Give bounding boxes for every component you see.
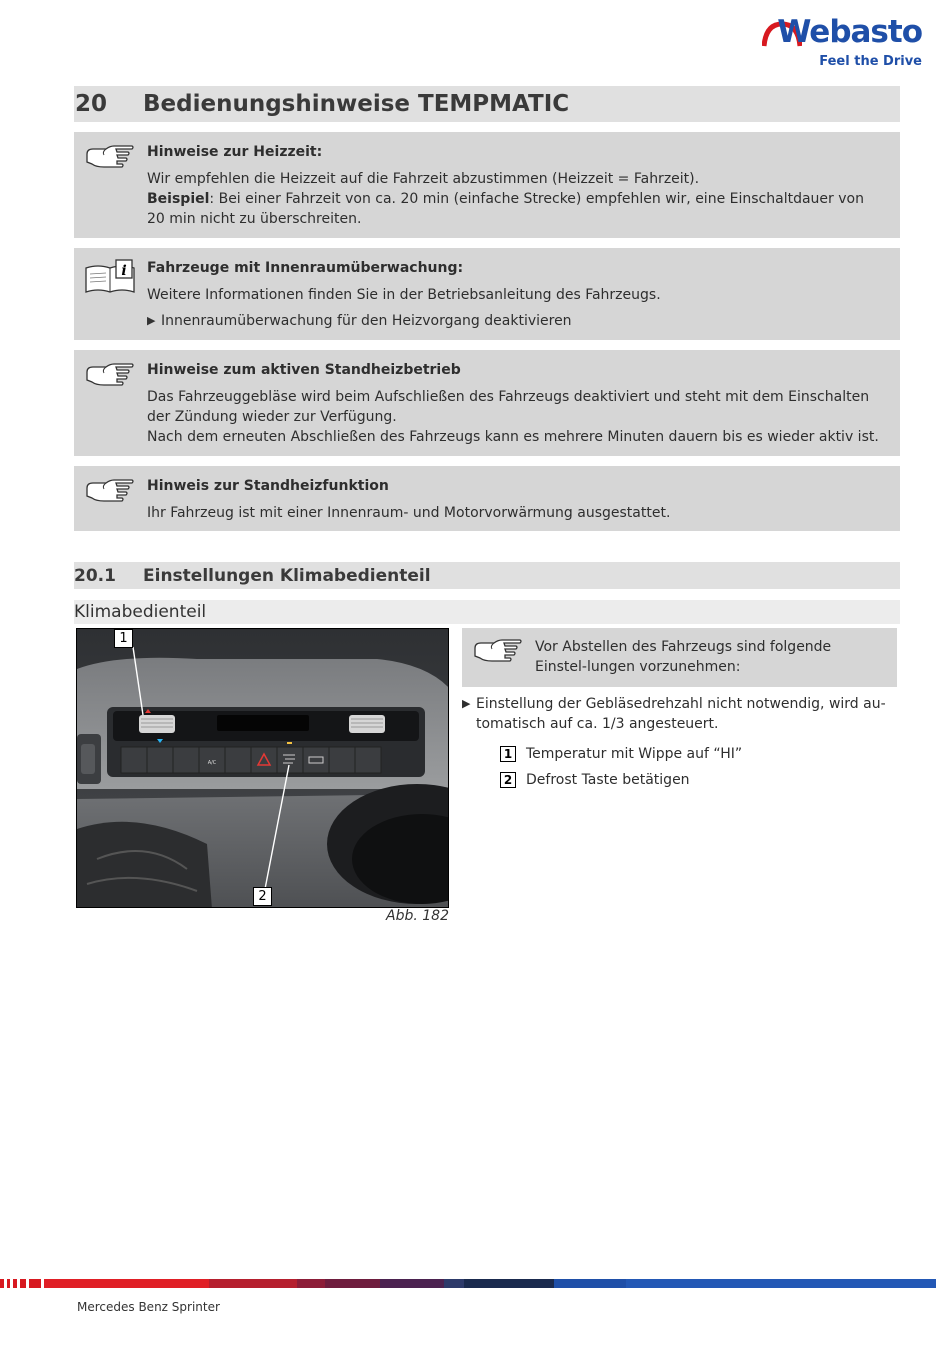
callout-2: 2 [253, 887, 272, 906]
note-standheizbetrieb [74, 350, 900, 456]
figure-climate-panel [76, 628, 449, 908]
triangle-bullet-icon: ▶ [462, 697, 471, 710]
climate-panel-photo [77, 629, 449, 908]
chapter-title: Bedienungshinweise TEMPMATIC [143, 91, 570, 117]
bullet-text: Innenraumüberwachung für den Heizvorgang deaktivieren [161, 313, 572, 329]
note-text: Ihr Fahrzeug ist mit einer Innenraum- und Motorvorwärmung ausgestattet. [147, 505, 671, 521]
step-item [500, 746, 742, 762]
instruction-text: Einstellung der Gebläsedrehzahl nicht notwendig, wird au-tomatisch auf ca. 1/3 angesteuert. [476, 696, 886, 732]
pointing-hand-icon [84, 142, 136, 172]
svg-text:i: i [121, 263, 127, 279]
note-bullet [147, 311, 886, 331]
note-heizzeit [74, 132, 900, 238]
step-text: Defrost Taste betätigen [526, 772, 690, 788]
logo-wordmark: Webasto [777, 14, 922, 50]
chapter-heading [74, 86, 900, 122]
note-heading: Hinweise zum aktiven Standheizbetrieb [147, 362, 461, 378]
pointing-hand-icon [84, 476, 136, 506]
callout-1: 1 [114, 629, 133, 648]
note-example [147, 189, 886, 229]
figure-caption: Abb. 182 [386, 908, 449, 924]
instruction-bullet [462, 694, 892, 734]
info-book-icon [84, 258, 136, 294]
note-text: Wir empfehlen die Heizzeit auf die Fahrzeit abzustimmen (Heizzeit = Fahrzeit). [147, 171, 700, 187]
section-title: Einstellungen Klimabedienteil [143, 565, 431, 586]
note-heading: Hinweise zur Heizzeit: [147, 144, 323, 160]
step-text: Temperatur mit Wippe auf “HI” [526, 746, 743, 762]
logo-tagline: Feel the Drive [819, 54, 922, 69]
note-text-2: Nach dem erneuten Abschließen des Fahrzeugs kann es mehrere Minuten dauern bis es wieder aktiv ist. [147, 429, 879, 445]
triangle-bullet-icon: ▶ [147, 314, 156, 327]
section-number: 20.1 [74, 565, 116, 586]
step-number: 2 [500, 772, 516, 788]
pointing-hand-icon [84, 360, 136, 390]
note-heading: Fahrzeuge mit Innenraumüberwachung: [147, 260, 464, 276]
note-heading: Hinweis zur Standheizfunktion [147, 478, 389, 494]
pointing-hand-icon [472, 636, 524, 666]
ac-button-label: A/C [207, 760, 217, 766]
note-text: Weitere Informationen finden Sie in der Betriebsanleitung des Fahrzeugs. [147, 287, 661, 303]
webasto-logo [762, 14, 922, 74]
note-text: Vor Abstellen des Fahrzeugs sind folgende Einstel-lungen vorzunehmen: [535, 639, 832, 675]
chapter-number: 20 [75, 91, 108, 117]
note-text: Das Fahrzeuggebläse wird beim Aufschließen des Fahrzeugs deaktiviert und steht mit dem Einschalten der Zündung wieder zur Verfügung. [147, 389, 870, 425]
footer-text: Mercedes Benz Sprinter [77, 1300, 220, 1314]
section-heading [74, 562, 900, 589]
footer-color-bar [0, 1279, 950, 1288]
note-standheizfunktion [74, 466, 900, 531]
example-text: : Bei einer Fahrzeit von ca. 20 min (einfache Strecke) empfehlen wir, eine Einschaltdauer von 20 min nicht zu überschreiten. [147, 191, 864, 227]
example-label: Beispiel [147, 191, 210, 207]
note-innenraumueberwachung [74, 248, 900, 340]
step-number: 1 [500, 746, 516, 762]
note-abstellen [462, 628, 897, 687]
step-item [500, 772, 690, 788]
subsection-heading: Klimabedienteil [74, 600, 900, 624]
